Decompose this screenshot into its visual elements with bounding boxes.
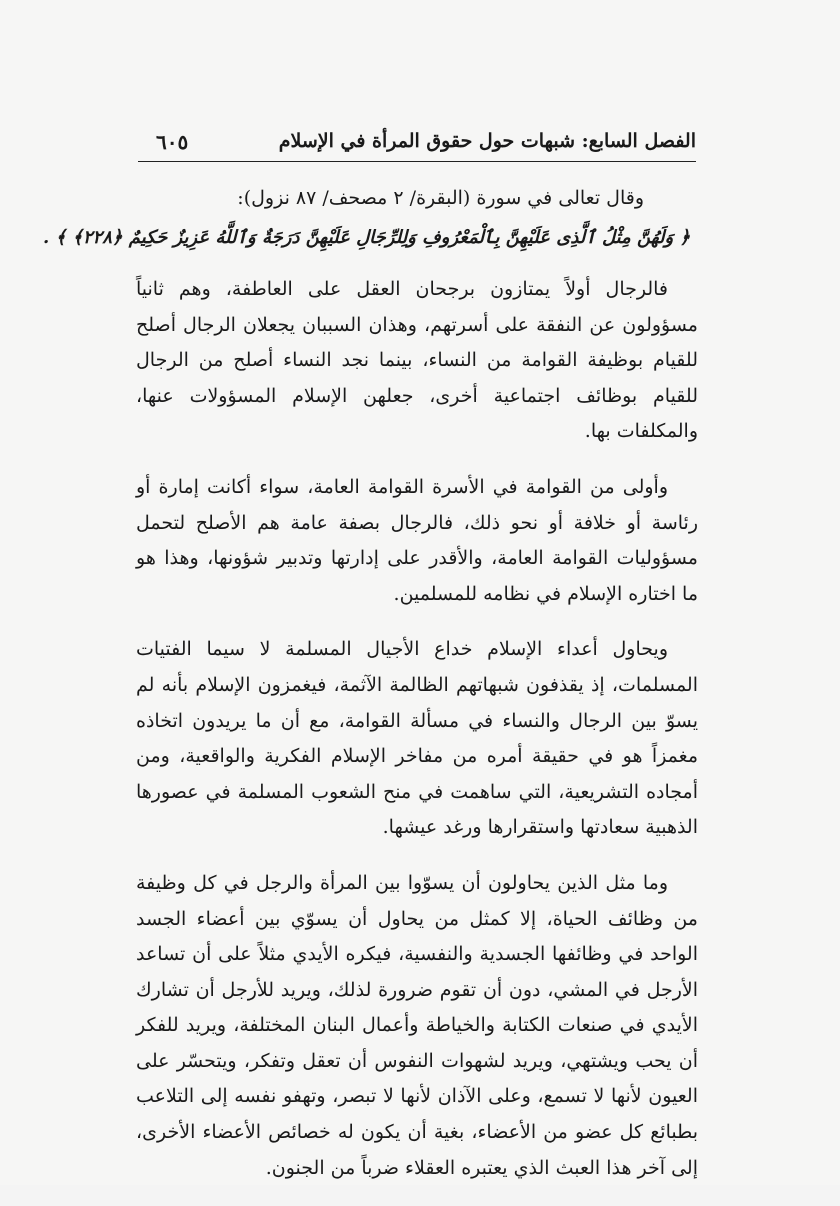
header-rule (138, 161, 696, 162)
body-text (42, 178, 698, 1206)
chapter-title: الفصل السابع: شبهات حول حقوق المرأة في الإسلام (278, 130, 696, 152)
paragraph-1: فالرجال أولاً يمتازون برجحان العقل على العاطفة، وهم ثانياً مسؤولون عن النفقة على أسرتهم، وهذان السببان يجعلان الرجال أصلح للقيام بوظيفة القوامة من النساء، بينما نجد النساء أصلح من الرجال للقيام بوظائف اجتماعية أخرى، جعلهن الإسلام المسؤولات عنها، والمكلفات بها. (136, 278, 698, 443)
paragraph-3: ويحاول أعداء الإسلام خداع الأجيال المسلمة لا سيما الفتيات المسلمات، إذ يقذفون شبهاتهم الظالمة الآثمة، فيغمزون الإسلام بأنه لم يسوّ بين الرجال والنساء في مسألة القوامة، مع أن ما يريدون اتخاذه مغمزاً هو في حقيقة أمره من مفاخر الإسلام الفكرية والواقعية، ومن أمجاده التشريعية، التي ساهمت في منح الشعوب المسلمة في عصورها الذهبية سعادتها واستقرارها ورغد عيشها. (136, 638, 698, 839)
quran-verse: ﴿ وَلَهُنَّ مِثْلُ ٱلَّذِى عَلَيْهِنَّ بِٱلْمَعْرُوفِ وَلِلرِّجَالِ عَلَيْهِنَّ دَرَجَةٌ وَٱللَّهُ عَزِيزٌ حَكِيمٌ ﴿٢٢٨﴾ ﴾ . (42, 227, 690, 248)
verse-intro: وقال تعالى في سورة (البقرة/ ٢ مصحف/ ٨٧ نزول): (237, 187, 644, 209)
paragraph-4: وما مثل الذين يحاولون أن يسوّوا بين المرأة والرجل في كل وظيفة من وظائف الحياة، إلا كمثل من يحاول أن يسوّي بين أعضاء الجسد الواحد في وظائفها الجسدية والنفسية، فيكره الأيدي مثلاً على أن تساعد الأرجل في المشي، دون أن تقوم ضرورة لذلك، ويريد للأرجل أن تشارك الأيدي في صنعات الكتابة والخياطة وأعمال البنان المختلفة، ويريد للفكر أن يحب ويشتهي، ويريد لشهوات النفوس أن تعقل وتفكر، ويتحسّر على العيون لأنها لا تسمع، وعلى الآذان لأنها لا تبصر، وتهفو نفسه إلى التلاعب بطبائع كل عضو من الأعضاء، بغية أن يكون له خصائص الأعضاء الأخرى، إلى آخر هذا العبث الذي يعتبره العقلاء ضرباً من الجنون. (136, 871, 698, 1179)
page-number: ٦٠٥ (156, 130, 189, 154)
paragraph-2: وأولى من القوامة في الأسرة القوامة العامة، سواء أكانت إمارة أو رئاسة أو خلافة أو نحو ذلك، فالرجال بصفة عامة هم الأصلح لتحمل مسؤوليات القوامة العامة، والأقدر على إدارتها وتدبير شؤونها، وهذا هو ما اختاره الإسلام في نظامه للمسلمين. (136, 475, 698, 605)
running-header (138, 128, 696, 162)
